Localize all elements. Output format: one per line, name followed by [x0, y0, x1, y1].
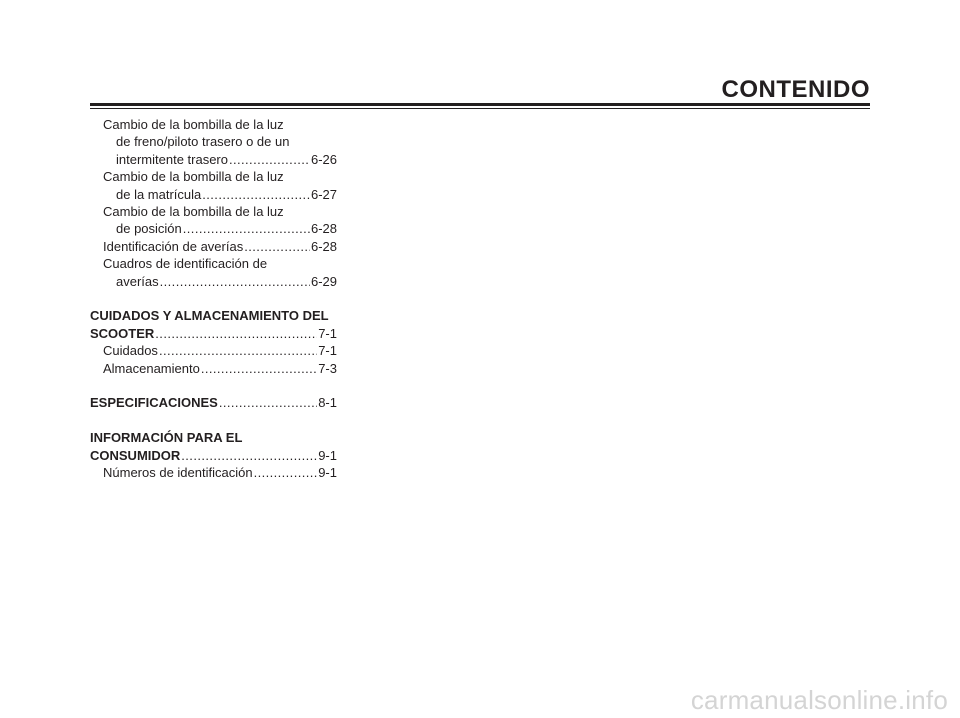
toc-entry-bombilla-freno[interactable]	[90, 151, 337, 168]
dot-leader	[219, 394, 317, 411]
toc-entry-numeros-identificacion[interactable]	[90, 464, 337, 481]
toc-page-number: 6-28	[310, 221, 337, 237]
dot-leader	[181, 447, 317, 464]
toc-entry-text: de posición	[116, 221, 182, 237]
toc-page-number: 6-27	[310, 186, 337, 202]
toc-chapter-especificaciones[interactable]	[90, 394, 337, 411]
dot-leader	[160, 273, 310, 290]
toc-page-number: 6-28	[310, 238, 337, 254]
dot-leader	[201, 360, 317, 377]
toc-chapter-text: CUIDADOS Y ALMACENAMIENTO DEL	[90, 308, 329, 324]
toc-chapter-cuidados-almacenamiento[interactable]	[90, 325, 337, 342]
dot-leader	[155, 325, 317, 342]
toc-entry-text: Números de identificación	[103, 465, 253, 481]
toc-spacer	[90, 290, 337, 307]
watermark: carmanualsonline.info	[690, 685, 948, 715]
toc-entry-text: intermitente trasero	[116, 151, 228, 167]
table-of-contents	[90, 116, 337, 481]
header-rule-thick	[90, 103, 870, 106]
toc-entry-almacenamiento[interactable]	[90, 360, 337, 377]
dot-leader	[202, 186, 310, 203]
toc-chapter-text: INFORMACIÓN PARA EL	[90, 430, 243, 446]
toc-chapter-text: CONSUMIDOR	[90, 447, 181, 463]
toc-entry-text: Identificación de averías	[103, 238, 244, 254]
toc-entry-cuadros-averias-line1	[90, 255, 337, 272]
toc-chapter-cuidados-almacenamiento-line1	[90, 307, 337, 324]
toc-entry-text: Cambio de la bombilla de la luz	[103, 204, 284, 220]
toc-page-number: 9-1	[318, 447, 337, 463]
toc-entry-bombilla-matricula-line1	[90, 168, 337, 185]
toc-entry-text: Cambio de la bombilla de la luz	[103, 117, 284, 132]
toc-page-number: 9-1	[318, 465, 337, 481]
toc-page-number: 7-1	[318, 343, 337, 359]
dot-leader	[229, 151, 310, 168]
toc-entry-text: Almacenamiento	[103, 360, 200, 376]
toc-page-number: 6-26	[310, 151, 337, 167]
toc-chapter-text: ESPECIFICACIONES	[90, 395, 218, 411]
toc-page-number: 7-3	[318, 360, 337, 376]
toc-entry-bombilla-posicion-line1	[90, 203, 337, 220]
toc-entry-text: de freno/piloto trasero o de un	[116, 134, 290, 150]
toc-entry-text: Cambio de la bombilla de la luz	[103, 169, 284, 185]
toc-page-number: 7-1	[318, 325, 337, 341]
page-title: CONTENIDO	[721, 76, 870, 103]
toc-page-number: 6-29	[310, 273, 337, 289]
toc-entry-text: Cuadros de identificación de	[103, 256, 268, 272]
toc-spacer	[90, 412, 337, 429]
toc-entry-bombilla-posicion[interactable]	[90, 220, 337, 237]
toc-chapter-text: SCOOTER	[90, 325, 155, 341]
toc-chapter-informacion-consumidor-line1	[90, 429, 337, 446]
toc-entry-bombilla-freno-line1	[90, 116, 337, 133]
toc-entry-bombilla-matricula[interactable]	[90, 186, 337, 203]
toc-entry-cuadros-averias[interactable]	[90, 273, 337, 290]
toc-chapter-informacion-consumidor[interactable]	[90, 447, 337, 464]
toc-spacer	[90, 377, 337, 394]
toc-entry-bombilla-freno-line2	[90, 133, 337, 150]
dot-leader	[159, 342, 317, 359]
toc-entry-text: averías	[116, 273, 159, 289]
toc-entry-text: Cuidados	[103, 343, 158, 359]
dot-leader	[254, 464, 318, 481]
toc-entry-text: de la matrícula	[116, 186, 202, 202]
toc-entry-identificacion-averias[interactable]	[90, 238, 337, 255]
header-rule-thin	[90, 108, 870, 109]
dot-leader	[183, 220, 310, 237]
toc-entry-cuidados[interactable]	[90, 342, 337, 359]
toc-page-number: 8-1	[318, 395, 337, 411]
dot-leader	[244, 238, 310, 255]
